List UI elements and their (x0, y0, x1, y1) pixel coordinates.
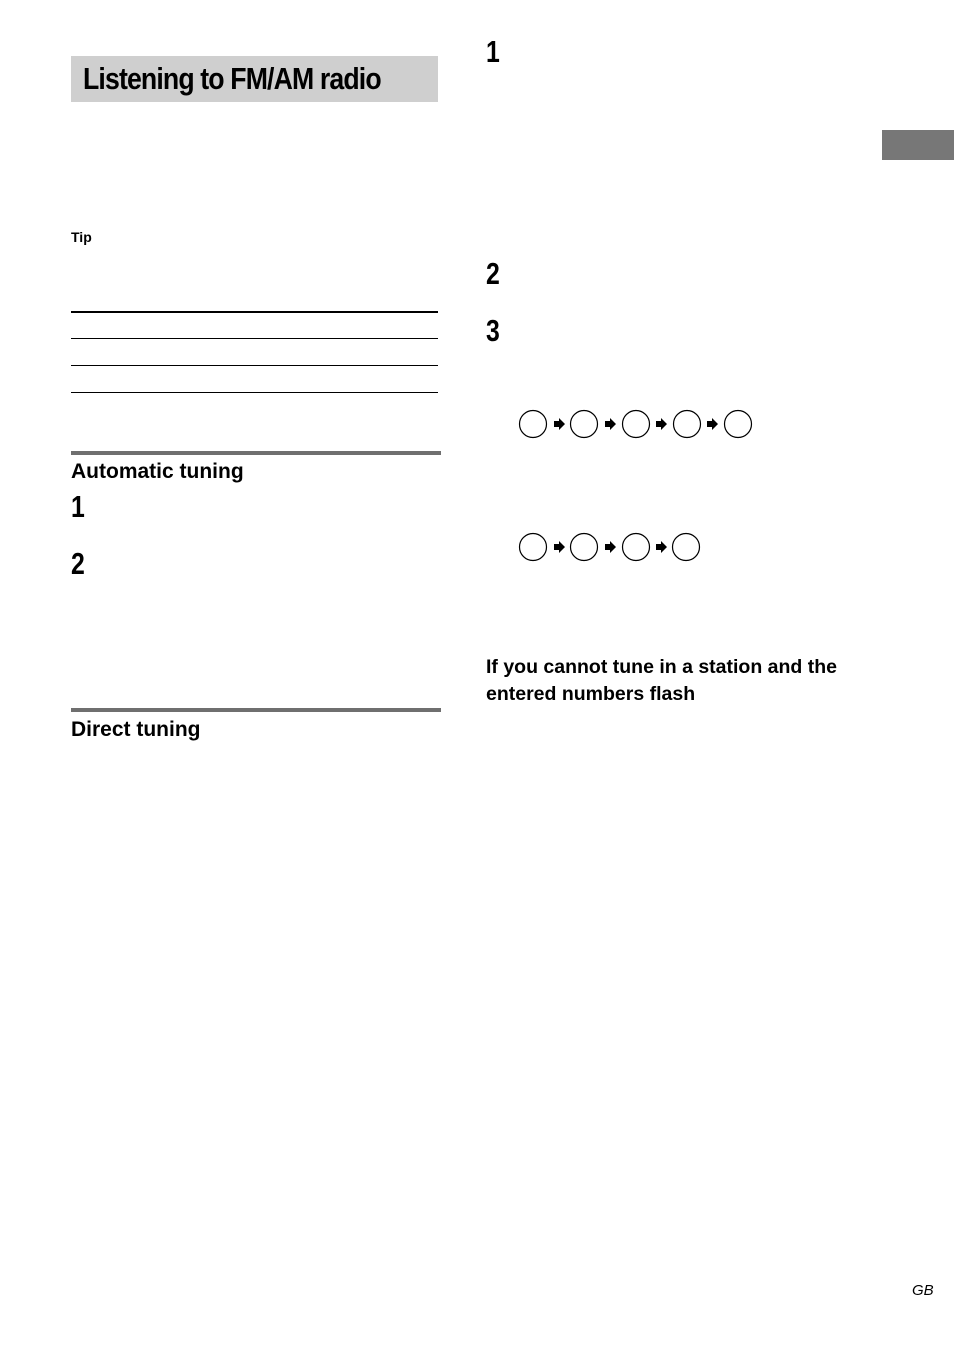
tip-label: Tip (71, 229, 92, 245)
table-bottom-rule (71, 392, 438, 393)
table-row-rule (71, 365, 438, 366)
section-divider (71, 451, 441, 455)
button-circle-icon (725, 411, 752, 438)
button-circle-icon (623, 411, 650, 438)
button-circle-icon (674, 411, 701, 438)
page-title: Listening to FM/AM radio (83, 61, 381, 96)
button-circle-icon (520, 534, 547, 561)
arrow-right-icon (656, 541, 667, 553)
step-number: 2 (71, 546, 85, 581)
button-circle-icon (623, 534, 650, 561)
table-top-rule (71, 311, 438, 313)
arrow-right-icon (707, 418, 718, 430)
section-divider (71, 708, 441, 712)
step-number: 2 (486, 256, 500, 291)
button-circle-icon (571, 534, 598, 561)
step-number: 1 (486, 34, 500, 69)
button-circle-icon (520, 411, 547, 438)
page-title-box (71, 56, 438, 102)
chapter-tab-marker (882, 130, 954, 160)
arrow-right-icon (605, 418, 616, 430)
button-sequence-four (518, 532, 708, 562)
arrow-right-icon (554, 418, 565, 430)
button-circle-icon (673, 534, 700, 561)
step-number: 3 (486, 313, 500, 348)
section-heading-direct-tuning: Direct tuning (71, 718, 201, 741)
page-language-marker: GB (912, 1282, 934, 1299)
button-sequence-five (518, 409, 758, 439)
step-number: 1 (71, 489, 85, 524)
arrow-right-icon (656, 418, 667, 430)
table-row-rule (71, 338, 438, 339)
arrow-right-icon (554, 541, 565, 553)
section-heading-automatic-tuning: Automatic tuning (71, 460, 244, 483)
troubleshoot-heading: If you cannot tune in a station and the entered numbers flash (486, 656, 838, 705)
button-circle-icon (571, 411, 598, 438)
arrow-right-icon (605, 541, 616, 553)
